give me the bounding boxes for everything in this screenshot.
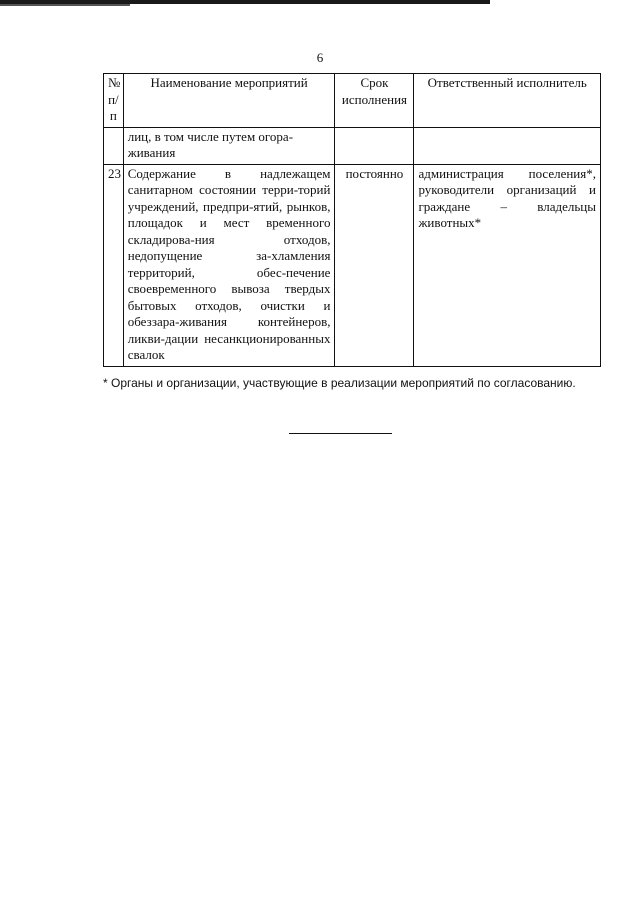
row-term	[335, 127, 414, 164]
end-of-document-rule	[289, 433, 392, 434]
row-name: лиц, в том числе путем огора-живания	[123, 127, 335, 164]
table-row	[104, 127, 601, 164]
header-name: Наименование мероприятий	[123, 74, 335, 128]
header-responsible: Ответственный исполнитель	[414, 74, 601, 128]
header-term: Срок исполнения	[335, 74, 414, 128]
row-name: Содержание в надлежащем санитарном состоянии терри-торий учреждений, предпри-ятий, рынков, площадок и мест временного складирова-ния отходов, недопущение за-хламления территорий, обес-печение своевременного вывоза твердых бытовых отходов, очистки и обеззара-живания контейнеров, ликви-дации несанкционированных свалок	[123, 164, 335, 366]
measures-table	[103, 73, 601, 367]
page-number: 6	[316, 50, 324, 65]
row-num: 23	[104, 164, 124, 366]
table-header-row	[104, 74, 601, 128]
table-row	[104, 164, 601, 366]
row-responsible: администрация поселения*, руководители организаций и граждане – владельцы животных*	[414, 164, 601, 366]
row-responsible	[414, 127, 601, 164]
scan-edge-line-secondary	[0, 4, 130, 6]
header-num: № п/п	[104, 74, 124, 128]
row-term: постоянно	[335, 164, 414, 366]
row-num	[104, 127, 124, 164]
footnote: * Органы и организации, участвующие в реализации мероприятий по согласованию.	[103, 376, 576, 390]
